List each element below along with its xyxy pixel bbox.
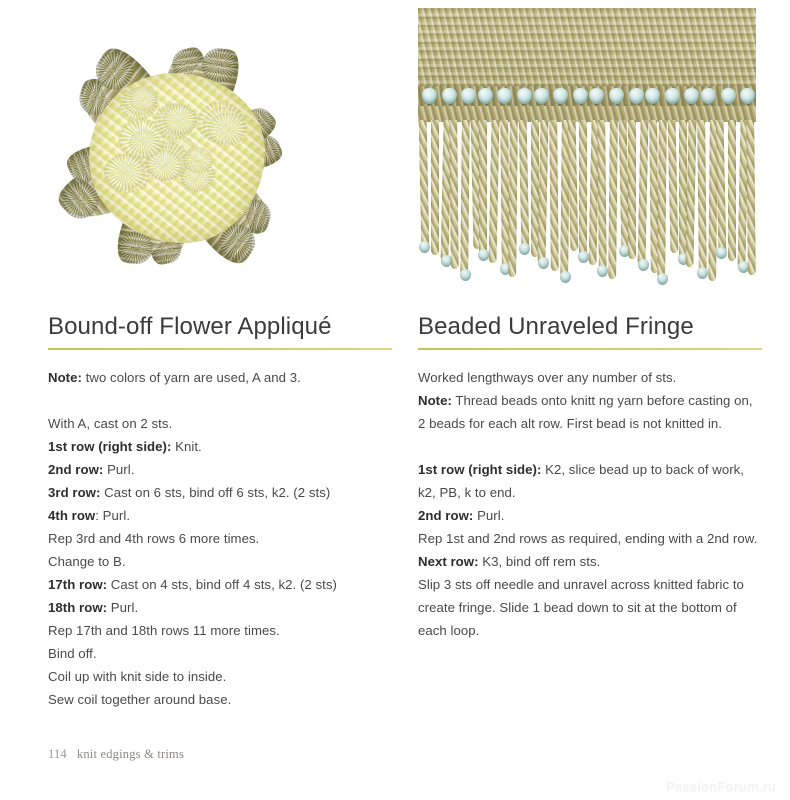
row-label: 2nd row: [48, 462, 104, 477]
row-label: 18th row: [48, 600, 108, 615]
instruction-text: Cast on 6 sts, bind off 6 sts, k2. (2 sts) [100, 485, 331, 500]
page-number: 114 [48, 747, 67, 761]
right-pattern-title: Beaded Unraveled Fringe [418, 313, 694, 340]
row-label: 3rd row: [48, 485, 101, 500]
instruction-text: Bind off. [48, 646, 97, 661]
row-label: 1st row (right side): [48, 439, 172, 454]
instruction-line-slip-3-cont [418, 596, 764, 619]
row-label: 17th row: [48, 577, 108, 592]
row-label: 4th row [48, 508, 96, 523]
instruction-line-rep-3-4 [48, 527, 394, 550]
instruction-text: Coil up with knit side to inside. [48, 669, 227, 684]
instruction-line-row-2 [418, 504, 764, 527]
instruction-text: Slip 3 sts off needle and unravel across knitted fabric to [418, 577, 744, 592]
instruction-line-rep-17-18 [48, 619, 394, 642]
instruction-line-note-cont [418, 412, 764, 435]
left-column [48, 0, 392, 800]
instruction-line-row-18 [48, 596, 394, 619]
instruction-text: Rep 1st and 2nd rows as required, ending with a 2nd row. [418, 531, 758, 546]
instruction-line-note [418, 389, 764, 412]
instruction-text: Sew coil together around base. [48, 692, 232, 707]
instruction-line-cast-on [48, 412, 394, 435]
instruction-text: create fringe. Slide 1 bead down to sit at the bottom of [418, 600, 737, 615]
instruction-line-slip-3 [418, 573, 764, 596]
instruction-line-bind-off [48, 642, 394, 665]
instruction-text: Purl. [107, 600, 139, 615]
instruction-text: K3, bind off rem sts. [478, 554, 601, 569]
instruction-text: 2 beads for each alt row. First bead is not knitted in. [418, 416, 723, 431]
instruction-text: k2, PB, k to end. [418, 485, 516, 500]
watermark: PassionForum.ru [666, 779, 776, 794]
instruction-text: Change to B. [48, 554, 126, 569]
instruction-line-row-4 [48, 504, 394, 527]
right-column [418, 0, 762, 800]
row-label: 2nd row: [418, 508, 474, 523]
book-section-title: knit edgings & trims [76, 747, 185, 761]
right-pattern-instructions [418, 366, 764, 642]
instruction-line-row-2 [48, 458, 394, 481]
instruction-text: Cast on 4 sts, bind off 4 sts, k2. (2 sts) [107, 577, 337, 592]
instruction-line-row-1-cont [418, 481, 764, 504]
instruction-text: each loop. [418, 623, 480, 638]
left-pattern-instructions [48, 366, 394, 711]
instruction-line-rep-1-2 [418, 527, 764, 550]
instruction-text: With A, cast on 2 sts. [48, 416, 173, 431]
instruction-line-slip-3-cont2 [418, 619, 764, 642]
instruction-text: K2, slice bead up to back of work, [541, 462, 745, 477]
instruction-line-row-3 [48, 481, 394, 504]
left-pattern-title: Bound-off Flower Appliqué [48, 313, 332, 340]
instruction-line-note [48, 366, 394, 389]
row-label: Next row: [418, 554, 479, 569]
instruction-line-row-17 [48, 573, 394, 596]
instruction-line-change-b [48, 550, 394, 573]
instruction-line-coil-up [48, 665, 394, 688]
row-label: Note: [48, 370, 82, 385]
instruction-text: Rep 17th and 18th rows 11 more times. [48, 623, 280, 638]
row-label: Note: [418, 393, 452, 408]
instruction-line-worked [418, 366, 764, 389]
instruction-text: Rep 3rd and 4th rows 6 more times. [48, 531, 260, 546]
instruction-line-row-1 [48, 435, 394, 458]
page-footer [48, 747, 184, 762]
instruction-text: Thread beads onto knitt ng yarn before casting on, [451, 393, 753, 408]
instruction-line-sew-coil [48, 688, 394, 711]
right-title-rule [418, 348, 762, 350]
instruction-text: Purl. [103, 462, 135, 477]
instruction-text: : Purl. [95, 508, 131, 523]
instruction-line-next-row [418, 550, 764, 573]
instruction-text: two colors of yarn are used, A and 3. [81, 370, 301, 385]
row-label: 1st row (right side): [418, 462, 542, 477]
instruction-line-row-1 [418, 458, 764, 481]
left-title-rule [48, 348, 392, 350]
instruction-text: Knit. [171, 439, 202, 454]
instruction-text: Worked lengthways over any number of sts. [418, 370, 677, 385]
instruction-text: Purl. [473, 508, 505, 523]
